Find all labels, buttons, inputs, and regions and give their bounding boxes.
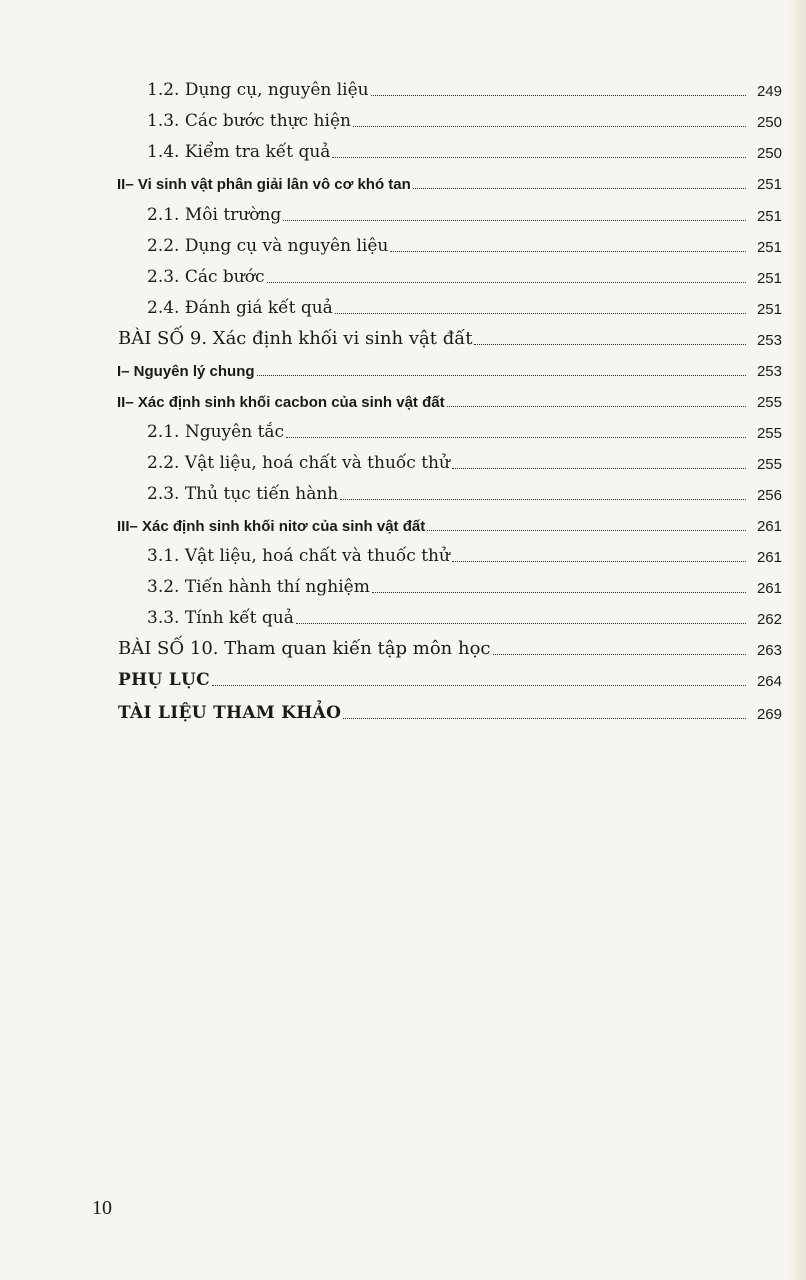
toc-entry xyxy=(0,600,806,628)
toc-entry xyxy=(0,197,806,225)
toc-dot-leader xyxy=(257,375,746,376)
toc-entry-page: 261 xyxy=(756,517,782,535)
toc-entry-label: 2.4. Đánh giá kết quả xyxy=(147,298,333,319)
toc-entry-page: 250 xyxy=(756,144,782,162)
toc-entry xyxy=(0,103,806,131)
toc-dot-leader xyxy=(286,437,746,438)
toc-entry-label: 2.2. Dụng cụ và nguyên liệu xyxy=(147,236,389,257)
toc-entry-label: 2.1. Nguyên tắc xyxy=(147,422,285,443)
toc-entry-label: PHỤ LỤC xyxy=(118,670,210,691)
toc-dot-leader xyxy=(372,592,746,593)
toc-entry-label: TÀI LIỆU THAM KHẢO xyxy=(118,703,342,724)
toc-entry-label: II– Xác định sinh khối cacbon của sinh vật đất xyxy=(117,393,445,411)
toc-entry-page: 250 xyxy=(756,113,782,131)
toc-entry-page: 263 xyxy=(756,641,782,659)
toc-entry-label: 1.2. Dụng cụ, nguyên liệu xyxy=(147,80,369,101)
toc-dot-leader xyxy=(371,95,746,96)
toc-dot-leader xyxy=(332,157,746,158)
toc-dot-leader xyxy=(340,499,746,500)
toc-entry xyxy=(0,695,806,723)
toc-dot-leader xyxy=(427,530,746,531)
toc-dot-leader xyxy=(212,685,746,686)
toc-entry-label: II– Vi sinh vật phân giải lân vô cơ khó tan xyxy=(117,175,411,193)
toc-entry-label: I– Nguyên lý chung xyxy=(117,362,255,380)
toc-entry-page: 261 xyxy=(756,579,782,597)
toc-dot-leader xyxy=(413,188,746,189)
toc-entry-page: 262 xyxy=(756,610,782,628)
toc-entry xyxy=(0,228,806,256)
toc-dot-leader xyxy=(493,654,747,655)
toc-entry-page: 264 xyxy=(756,672,782,690)
toc-entry-page: 253 xyxy=(756,331,782,349)
toc-entry xyxy=(0,383,806,411)
toc-dot-leader xyxy=(452,561,746,562)
toc-entry-page: 255 xyxy=(756,393,782,411)
toc-entry-page: 261 xyxy=(756,548,782,566)
toc-entry-label: 1.4. Kiểm tra kết quả xyxy=(147,142,331,163)
toc-dot-leader xyxy=(447,406,746,407)
toc-entry xyxy=(0,507,806,535)
toc-entry xyxy=(0,538,806,566)
toc-dot-leader xyxy=(474,344,746,345)
toc-entry-label: III– Xác định sinh khối nitơ của sinh vật đất xyxy=(117,517,426,535)
toc-entry xyxy=(0,631,806,659)
toc-entry-label: 1.3. Các bước thực hiện xyxy=(147,111,351,132)
toc-entry xyxy=(0,72,806,100)
toc-dot-leader xyxy=(452,468,746,469)
toc-dot-leader xyxy=(296,623,746,624)
toc-entry-label: 3.1. Vật liệu, hoá chất và thuốc thử xyxy=(147,546,450,567)
toc-dot-leader xyxy=(283,220,746,221)
toc-entry xyxy=(0,165,806,193)
toc-entry-label: 3.2. Tiến hành thí nghiệm xyxy=(147,577,370,598)
toc-entry-page: 251 xyxy=(756,175,782,193)
toc-entry xyxy=(0,259,806,287)
toc-entry-page: 256 xyxy=(756,486,782,504)
toc-dot-leader xyxy=(353,126,746,127)
toc-entry-label: BÀI SỐ 10. Tham quan kiến tập môn học xyxy=(118,638,491,660)
toc-entry-label: 3.3. Tính kết quả xyxy=(147,608,294,629)
toc-entry xyxy=(0,476,806,504)
toc-dot-leader xyxy=(390,251,746,252)
toc-entry-label: 2.1. Môi trường xyxy=(147,205,282,226)
toc-entry xyxy=(0,134,806,162)
toc-entry-label: BÀI SỐ 9. Xác định khối vi sinh vật đất xyxy=(118,328,473,350)
toc-entry-page: 255 xyxy=(756,424,782,442)
toc-entry-page: 249 xyxy=(756,82,782,100)
toc-entry-label: 2.2. Vật liệu, hoá chất và thuốc thử xyxy=(147,453,450,474)
toc-entry-page: 269 xyxy=(756,705,782,723)
toc-entry xyxy=(0,352,806,380)
toc-entry-page: 255 xyxy=(756,455,782,473)
toc-entry-label: 2.3. Thủ tục tiến hành xyxy=(147,484,339,505)
toc-entry xyxy=(0,321,806,349)
toc-entry-page: 251 xyxy=(756,238,782,256)
toc-entry-label: 2.3. Các bước xyxy=(147,267,265,288)
toc-entry xyxy=(0,290,806,318)
toc-entry xyxy=(0,662,806,690)
toc-entry-page: 251 xyxy=(756,300,782,318)
toc-dot-leader xyxy=(267,282,747,283)
toc-entry xyxy=(0,569,806,597)
toc-entry-page: 251 xyxy=(756,269,782,287)
toc-dot-leader xyxy=(335,313,746,314)
toc-entry-page: 253 xyxy=(756,362,782,380)
toc-entry-page: 251 xyxy=(756,207,782,225)
page-number: 10 xyxy=(92,1197,112,1219)
toc-dot-leader xyxy=(343,718,746,719)
toc-entry xyxy=(0,414,806,442)
toc-entry xyxy=(0,445,806,473)
